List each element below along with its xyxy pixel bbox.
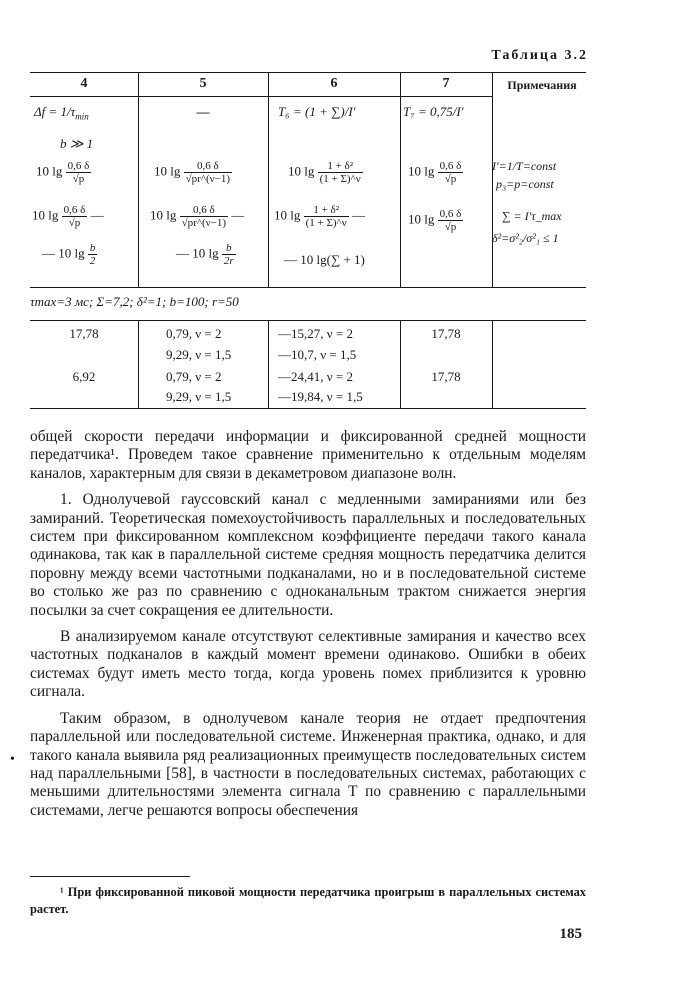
c4-formula-b: 10 lg $\frac{0,6 \delta}{√p}$ — bbox=[32, 204, 104, 229]
note-1: I′=1/T=const bbox=[492, 159, 557, 173]
values-top-rule bbox=[30, 320, 586, 321]
table-cell: —10,7, ν = 1,5 bbox=[278, 347, 357, 362]
col-divider-2 bbox=[268, 72, 269, 287]
table-cell: —15,27, ν = 2 bbox=[278, 326, 353, 341]
table-cell: 9,29, ν = 1,5 bbox=[166, 347, 232, 362]
page-number: 185 bbox=[559, 926, 582, 942]
paragraph: Таким образом, в однолучевом канале теория не отдает предпочтения параллельной или последовательной системе. Инженерная практика, однако, и для такого канала выявила ряд реализационных преимуществ последовательных систем над параллельными [58], в частности в последовательных системах, работающих с меньшими длительностями элемента сигнала T по сравнению с параллельными системами, легче решаются вопросы обеспечения bbox=[30, 709, 586, 819]
c5-dash: — bbox=[196, 104, 210, 119]
note-3: ∑ = I′τ_max bbox=[502, 209, 562, 223]
margin-dot: • bbox=[10, 752, 15, 767]
c6-formula-c: — 10 lg(∑ + 1) bbox=[284, 252, 365, 267]
note-4: δ²=σ²₂/σ²₁ ≤ 1 bbox=[492, 231, 559, 245]
c7-time-formula: T₇ = 0,75/I′ bbox=[403, 104, 464, 119]
val-divider-4 bbox=[492, 320, 493, 408]
paragraph: 1. Однолучевой гауссовский канал с медленными замираниями или без замираний. Теоретическая помехоустойчивость параллельных и последовательных систем при фиксированном комплексном коэффициенте передачи такого канала одинакова, так как в параллельной системе средняя мощность передатчика делится поровну между всеми частотными подканалами, но и в последовательной системе во столько же раз по сравнению с одноканальным трактом снижается энергия посылки за счет сокращения ее длительности. bbox=[30, 491, 586, 619]
table-header-rule bbox=[30, 96, 492, 97]
c6-time-formula: T₆ = (1 + ∑)/I′ bbox=[278, 104, 356, 119]
c7-formula-b: 10 lg $\frac{0,6 \delta}{√p}$ bbox=[408, 208, 462, 233]
c7-formula-a: 10 lg $\frac{0,6 \delta}{√p}$ bbox=[408, 160, 462, 185]
table-cell: 0,79, ν = 2 bbox=[166, 369, 222, 384]
footnote-rule bbox=[30, 876, 190, 877]
col-divider-4 bbox=[492, 72, 493, 287]
val-divider-2 bbox=[268, 320, 269, 408]
footnote: ¹ При фиксированной пиковой мощности передатчика проигрыш в параллельных системах растет. bbox=[30, 885, 586, 916]
c6-formula-a: 10 lg $\frac{\text{1 + δ²}}{(1 + \Sigma)\^{}\nu}$ bbox=[288, 160, 361, 185]
table-cell: 17,78 bbox=[69, 326, 99, 341]
table-bottom-rule bbox=[30, 408, 586, 409]
header-col-6: 6 bbox=[330, 76, 338, 91]
table-top-rule bbox=[30, 72, 586, 73]
header-col-7: 7 bbox=[442, 76, 450, 91]
table-cell: 17,78 bbox=[431, 369, 461, 384]
c5-formula-a: 10 lg $\frac{0,6 \delta}{√pr\^{}(\nu-1)}$ bbox=[154, 160, 230, 185]
table-cell: 0,79, ν = 2 bbox=[166, 326, 222, 341]
c5-formula-b: 10 lg $\frac{0,6 \delta}{√pr\^{}(\nu-1)}$ — bbox=[150, 204, 245, 229]
paragraph: общей скорости передачи информации и фиксированной средней мощности передатчика¹. Проведем такое сравнение применительно к отдельным моделям каналов, характерным для связи в декаметровом диапазоне волн. bbox=[30, 428, 586, 482]
table-caption: Таблица 3.2 bbox=[491, 48, 588, 63]
body-text bbox=[30, 428, 586, 820]
formula-bottom-rule bbox=[30, 287, 586, 288]
header-col-4: 4 bbox=[80, 76, 88, 91]
c5-formula-c: — 10 lg $\frac{b}{2r}$ bbox=[176, 242, 234, 267]
header-col-5: 5 bbox=[199, 76, 207, 91]
c4-formula-a: 10 lg $\frac{0,6 \delta}{√p}$ bbox=[36, 160, 90, 185]
col-divider-3 bbox=[400, 72, 401, 287]
table-cell: 6,92 bbox=[72, 369, 96, 384]
val-divider-1 bbox=[138, 320, 139, 408]
table-cell: —24,41, ν = 2 bbox=[278, 369, 353, 384]
note-2: p₃=p=const bbox=[496, 177, 554, 191]
table-cell: —19,84, ν = 1,5 bbox=[278, 389, 363, 404]
parameter-line: τmax=3 мс; Σ=7,2; δ²=1; b=100; r=50 bbox=[30, 294, 239, 309]
table-cell: 9,29, ν = 1,5 bbox=[166, 389, 232, 404]
paragraph: В анализируемом канале отсутствуют селективные замирания и качество всех частотных подканалов в каждый момент времени одинаково. Ошибки в обеих системах будут иметь место тогда, когда уровень помех приблизится к уровню сигнала. bbox=[30, 628, 586, 701]
header-notes: Примечания bbox=[507, 78, 577, 92]
c4-condition: b ≫ 1 bbox=[60, 136, 94, 151]
c4-bandwidth-formula: $\Delta f = 1/\tau_{min}$ bbox=[34, 104, 89, 122]
table-cell: 17,78 bbox=[431, 326, 461, 341]
c6-formula-b: 10 lg $\frac{\text{1 + δ²}}{(1 + \Sigma)\^{}\nu}$ — bbox=[274, 204, 365, 229]
c4-formula-c: — 10 lg $\frac{b}{2}$ bbox=[42, 242, 96, 267]
